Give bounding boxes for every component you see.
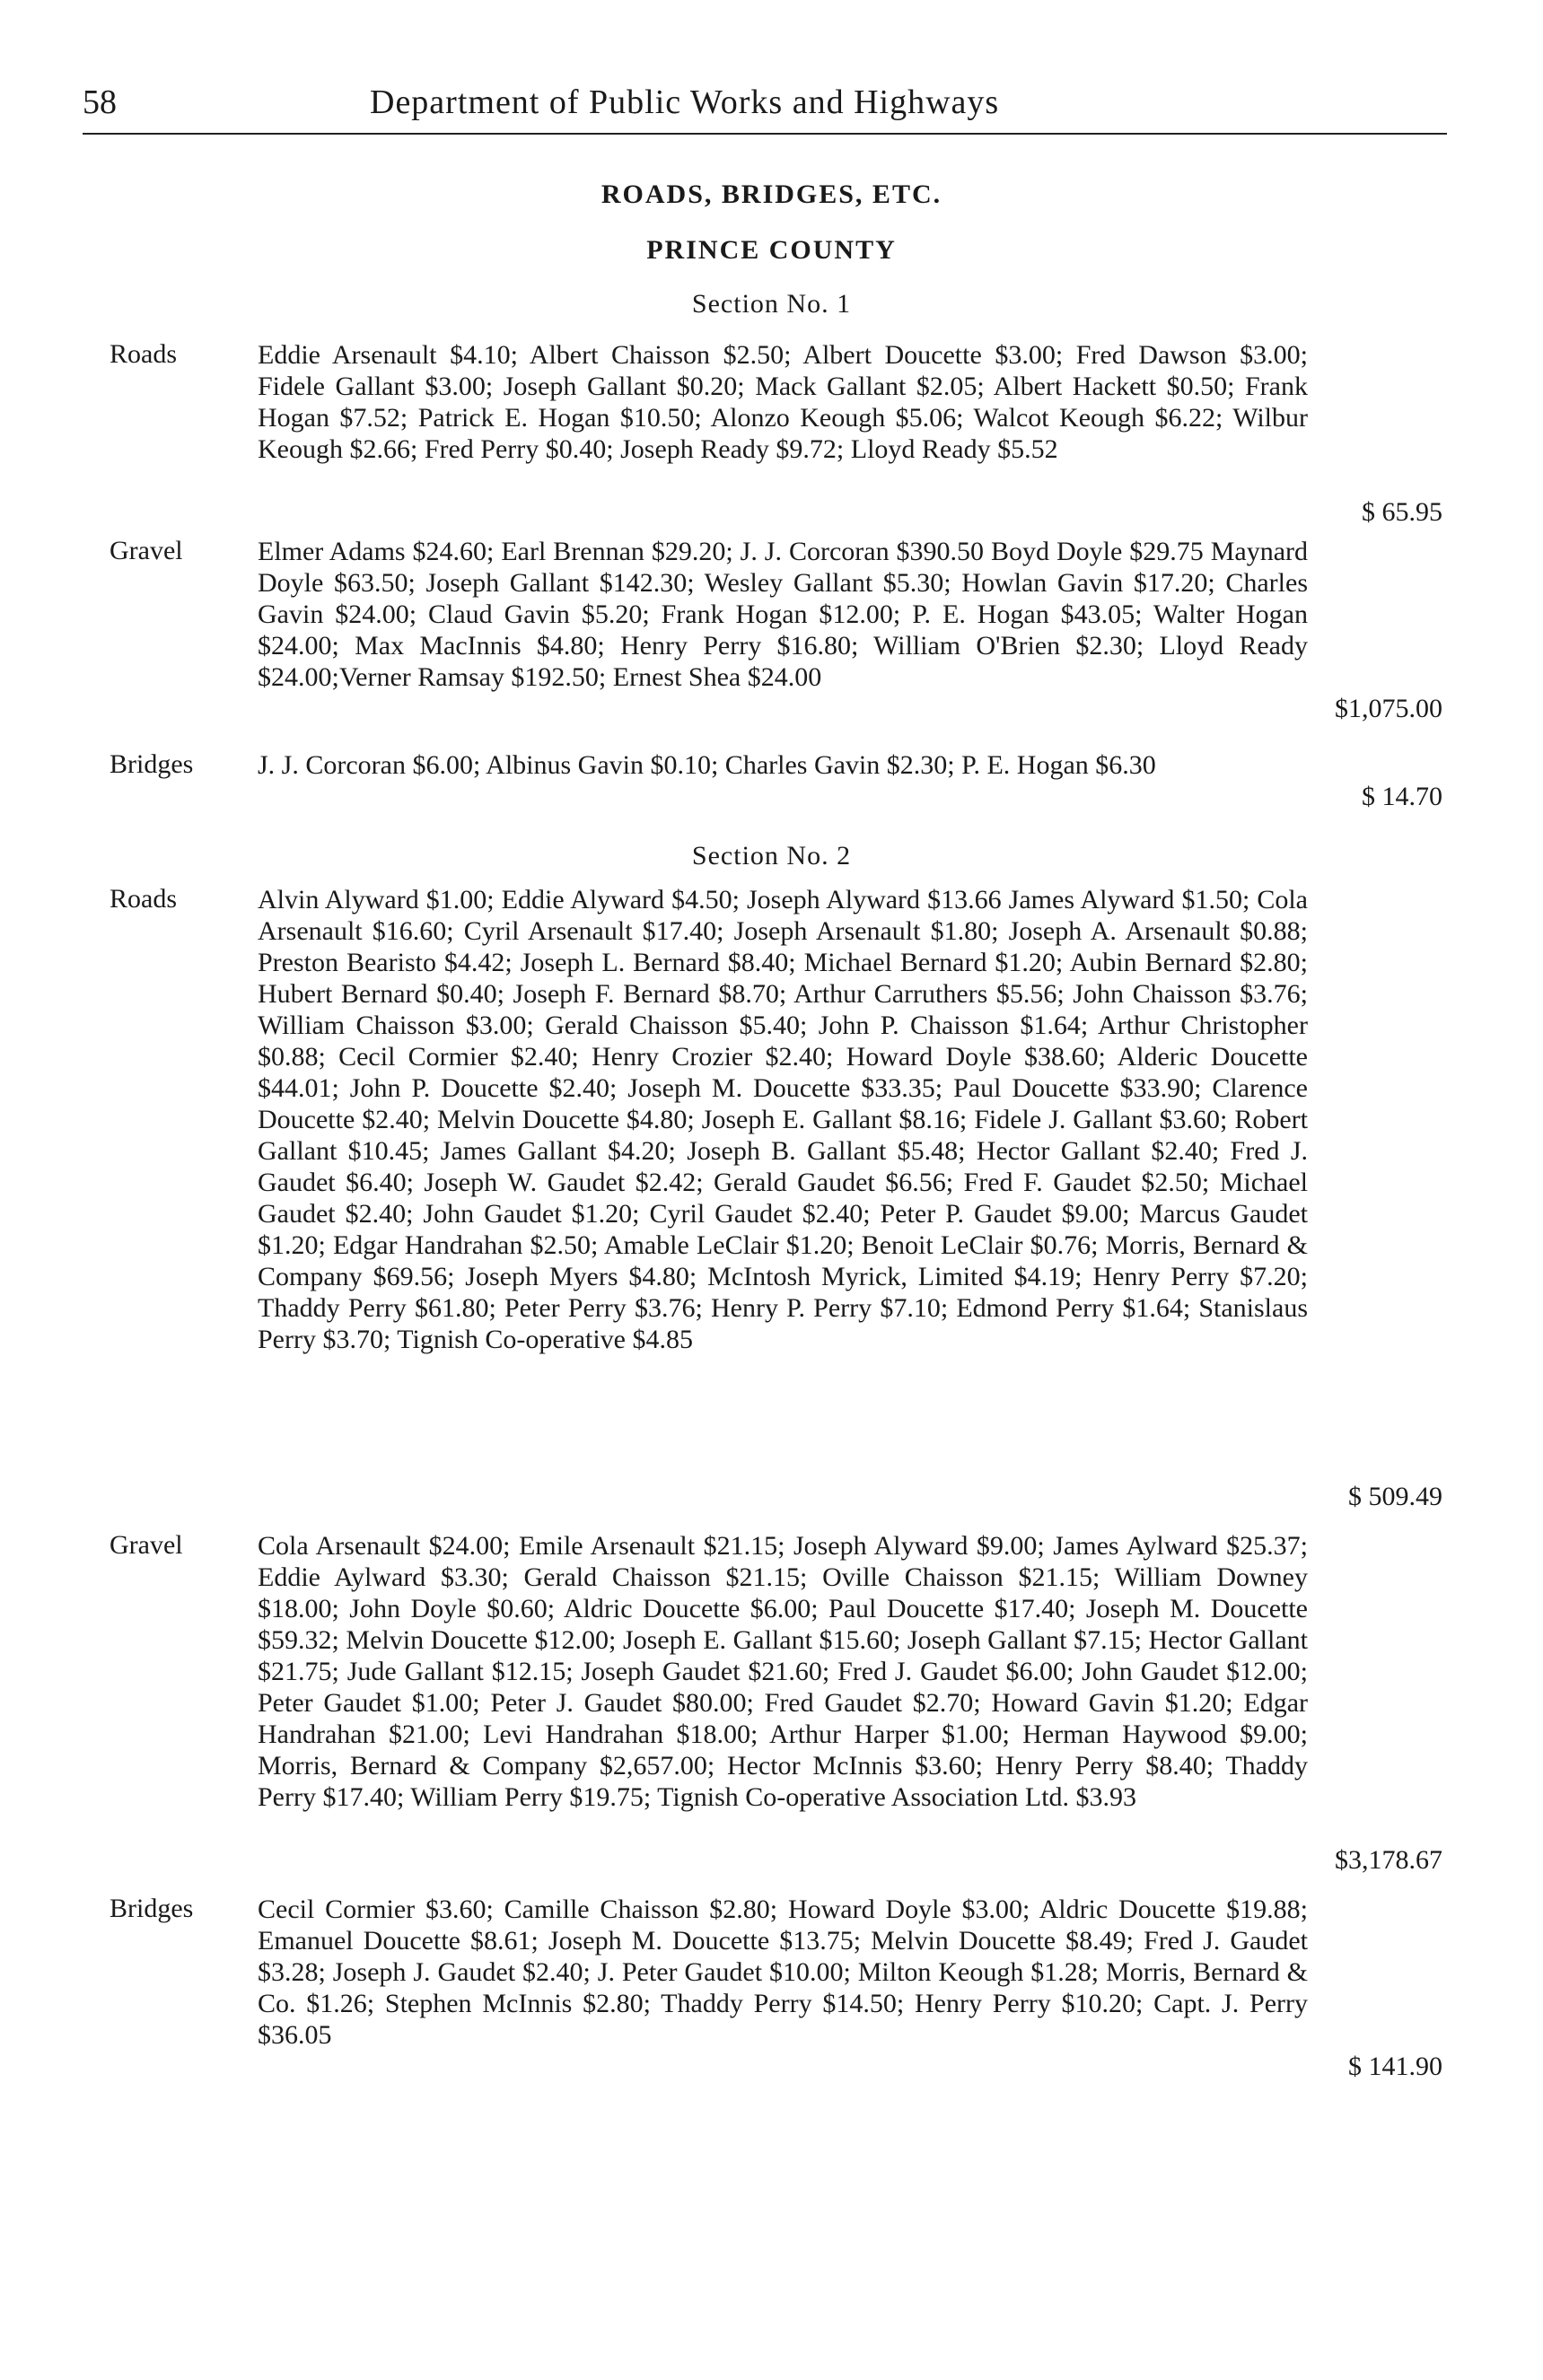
entry-amount: $ 65.95 <box>1362 497 1442 527</box>
section-1-heading: Section No. 1 <box>691 289 852 319</box>
entry-text: Cola Arsenault $24.00; Emile Arsenault $21.15; Joseph Alyward $9.00; James Aylward $25.37; Eddie Aylward $3.30; Gerald Chaisson $21.15; Oville Chaisson $21.15; William Downey $18.00; John Doyle $0.60; Aldric Doucette $6.00; Paul Doucette $17.40; Joseph M. Doucette $59.32; Melvin Doucette $12.00; Joseph E. Gallant $15.60; Joseph Gallant $7.15; Hector Gallant $21.75; Jude Gallant $12.15; Joseph Gaudet $21.60; Fred J. Gaudet $6.00; John Gaudet $12.00; Peter Gaudet $1.00; Peter J. Gaudet $80.00; Fred Gaudet $2.70; Howard Gavin $1.20; Edgar Handrahan $21.00; Levi Handrahan $18.00; Arthur Harper $1.00; Herman Haywood $9.00; Morris, Bernard & Company $2,657.00; Hector McInnis $3.60; Henry Perry $8.40; Thaddy Perry $17.40; William Perry $19.75; Tignish Co-operative Association Ltd. $3.93 <box>258 1531 1308 1812</box>
entry-amount: $ 141.90 <box>1348 2052 1442 2081</box>
entry-text: Eddie Arsenault $4.10; Albert Chaisson $2.50; Albert Doucette $3.00; Fred Dawson $3.00; Fidele Gallant $3.00; Joseph Gallant $0.20; Mack Gallant $2.05; Albert Hackett $0.50; Frank Hogan $7.52; Patrick E. Hogan $10.50; Alonzo Keough $5.06; Walcot Keough $6.22; Wilbur Keough $2.66; Fred Perry $0.40; Joseph Ready $9.72; Lloyd Ready $5.52 <box>258 340 1308 464</box>
entry-label: Roads <box>110 339 177 369</box>
section-2-heading: Section No. 2 <box>691 841 852 871</box>
entry-text: J. J. Corcoran $6.00; Albinus Gavin $0.10; Charles Gavin $2.30; P. E. Hogan $6.30 <box>258 750 1156 780</box>
entry-text: Cecil Cormier $3.60; Camille Chaisson $2.80; Howard Doyle $3.00; Aldric Doucette $19.88; Emanuel Doucette $8.61; Joseph M. Doucette $13.75; Melvin Doucette $8.49; Fred J. Gaudet $3.28; Joseph J. Gaudet $2.40; J. Peter Gaudet $10.00; Milton Keough $1.28; Morris, Bernard & Co. $1.26; Stephen McInnis $2.80; Thaddy Perry $14.50; Henry Perry $10.20; Capt. J. Perry $36.05 <box>258 1894 1308 2050</box>
entry-label: Gravel <box>110 536 183 565</box>
entry-amount: $ 509.49 <box>1348 1482 1442 1511</box>
entry-label: Bridges <box>110 1894 194 1923</box>
page-number: 58 <box>83 83 117 121</box>
page-header <box>83 79 1447 135</box>
entry-label: Bridges <box>110 749 194 779</box>
entry-amount: $3,178.67 <box>1335 1845 1442 1875</box>
entry-label: Gravel <box>110 1530 183 1560</box>
entry-amount: $ 14.70 <box>1362 782 1442 811</box>
entry-label: Roads <box>110 884 177 914</box>
running-title: Department of Public Works and Highways <box>370 83 1000 121</box>
entry-amount: $1,075.00 <box>1335 694 1442 723</box>
county-heading: PRINCE COUNTY <box>646 235 897 265</box>
main-heading: ROADS, BRIDGES, ETC. <box>601 179 942 209</box>
entry-text: Alvin Alyward $1.00; Eddie Alyward $4.50; Joseph Alyward $13.66 James Alyward $1.50; Cola Arsenault $16.60; Cyril Arsenault $17.40; Joseph Arsenault $1.80; Joseph A. Arsenault $0.88; Preston Bearisto $4.42; Joseph L. Bernard $8.40; Michael Bernard $1.20; Aubin Bernard $2.80; Hubert Bernard $0.40; Joseph F. Bernard $8.70; Arthur Carruthers $5.56; John Chaisson $3.76; William Chaisson $3.00; Gerald Chaisson $5.40; John P. Chaisson $1.64; Arthur Christopher $0.88; Cecil Cormier $2.40; Henry Crozier $2.40; Howard Doyle $38.60; Alderic Doucette $44.01; John P. Doucette $2.40; Joseph M. Doucette $33.35; Paul Doucette $33.90; Clarence Doucette $2.40; Melvin Doucette $4.80; Joseph E. Gallant $8.16; Fidele J. Gallant $3.60; Robert Gallant $10.45; James Gallant $4.20; Joseph B. Gallant $5.48; Hector Gallant $2.40; Fred J. Gaudet $6.40; Joseph W. Gaudet $2.42; Gerald Gaudet $6.56; Fred F. Gaudet $2.50; Michael Gaudet $2.40; John Gaudet $1.20; Cyril Gaudet $2.40; Peter P. Gaudet $9.00; Marcus Gaudet $1.20; Edgar Handrahan $2.50; Amable LeClair $1.20; Benoit LeClair $0.76; Morris, Bernard & Company $69.56; Joseph Myers $4.80; McIntosh Myrick, Limited $4.19; Henry Perry $7.20; Thaddy Perry $61.80; Peter Perry $3.76; Henry P. Perry $7.10; Edmond Perry $1.64; Stanislaus Perry $3.70; Tignish Co-operative $4.85 <box>258 885 1308 1354</box>
entry-text: Elmer Adams $24.60; Earl Brennan $29.20; J. J. Corcoran $390.50 Boyd Doyle $29.75 Maynard Doyle $63.50; Joseph Gallant $142.30; Wesley Gallant $5.30; Howlan Gavin $17.20; Charles Gavin $24.00; Claud Gavin $5.20; Frank Hogan $12.00; P. E. Hogan $43.05; Walter Hogan $24.00; Max MacInnis $4.80; Henry Perry $16.80; William O'Brien $2.30; Lloyd Ready $24.00;Verner Ramsay $192.50; Ernest Shea $24.00 <box>258 537 1308 692</box>
